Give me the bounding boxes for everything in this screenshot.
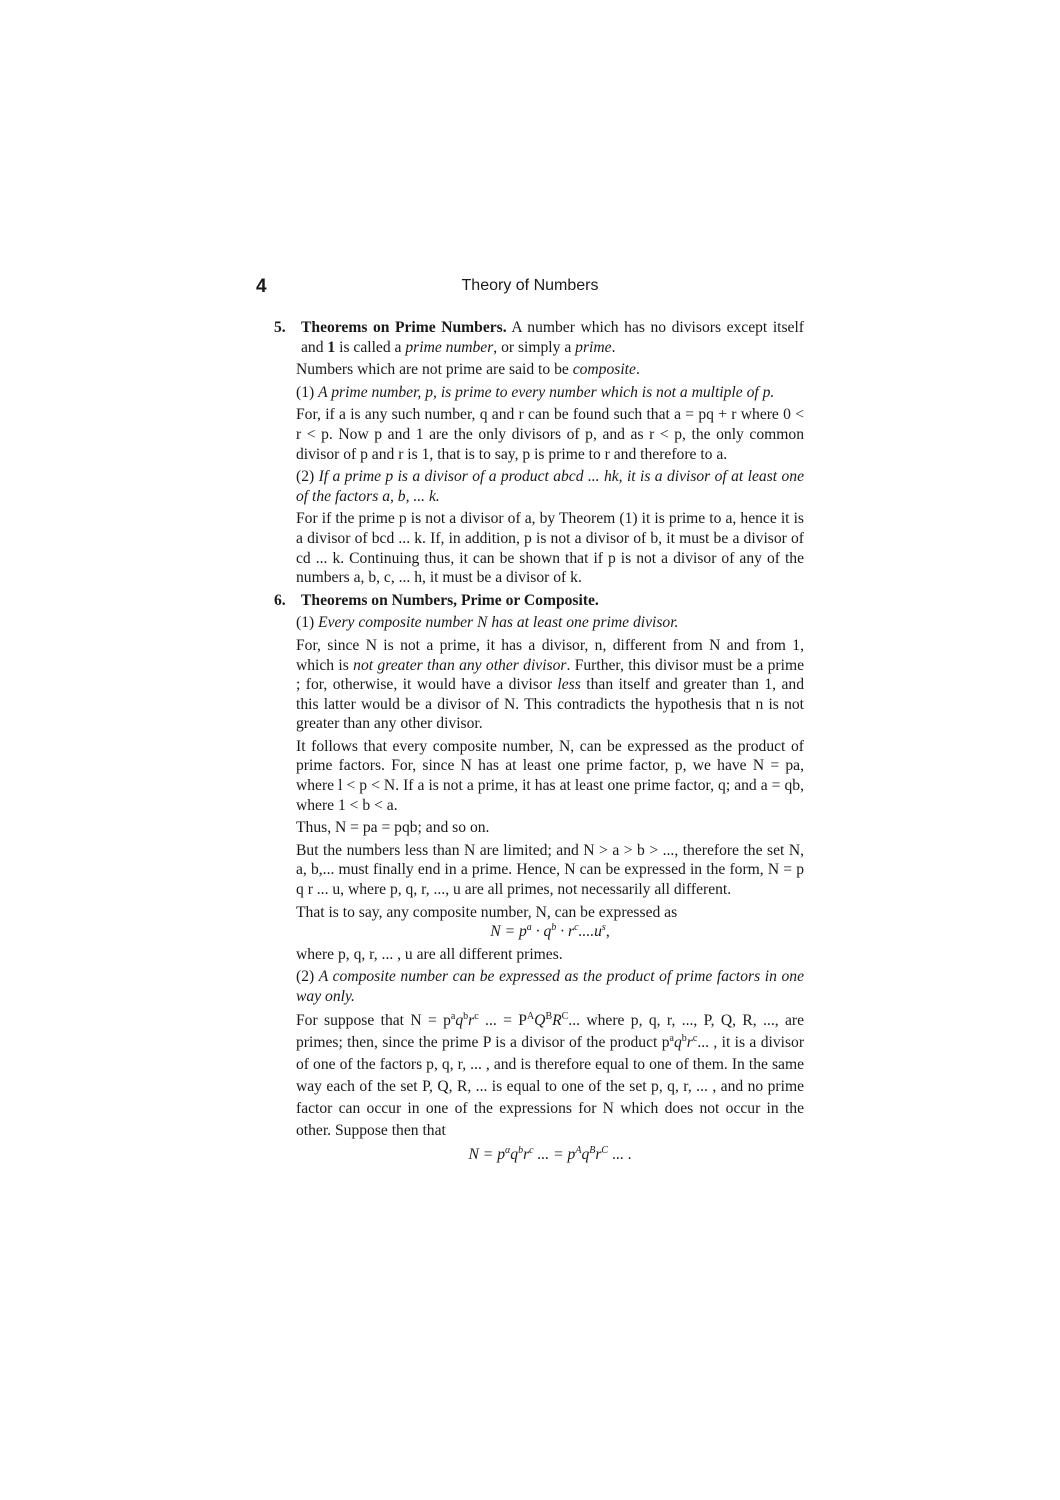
theorem-6-2-proof (296, 1010, 804, 1142)
eq-part: r (523, 1145, 530, 1163)
eq-part: ... . (608, 1145, 632, 1163)
proof-part: Q (534, 1011, 546, 1029)
eq-part: · r (556, 923, 575, 941)
eq-exponent: b (551, 922, 557, 934)
theorem-label: (1) (296, 383, 319, 401)
term-prime: prime (575, 338, 612, 356)
theorem-text: A composite number can be expressed as the product of prime factors in one way only. (296, 968, 804, 1005)
proof-part: ... , it is a divisor of one of the factors p, q, r, ... , and is therefore equal to one of them. In the same way each of the set P, Q, R, ... is equal to one of the set p, q, r, ... , and no prime factor can occur in one of the expressions for N which does not occur in the other. Suppose then that (296, 1033, 805, 1139)
theorem-6-1-statement (296, 613, 804, 633)
limited-numbers-paragraph: But the numbers less than N are limited; and N > a > b > ..., therefore the set N, a, b,... must finally end in a prime. Hence, N can be expressed in the form, N = p q r ... u, where p, q, r, ..., u are all primes, not necessarily all different. (296, 841, 804, 899)
intro-text-b: is called a (335, 338, 406, 356)
exp: A (526, 1010, 535, 1022)
composite-definition (296, 360, 804, 380)
eq-exponent: α (505, 1144, 511, 1156)
eq-part: · q (531, 923, 552, 941)
theorem-5-1-proof: For, if a is any such number, q and r can be found such that a = pq + r where 0 < r < p. Now p and 1 are the only divisors of p, and as r < p, the only common divisor of p and r is 1, that is to say, p is prime to r and therefore to a. (296, 406, 804, 463)
eq-part: ....u (578, 923, 602, 941)
section-5 (274, 318, 804, 360)
equation-composite-form (296, 922, 804, 942)
intro-text-c: , or simply a (493, 338, 576, 356)
proof-part: ... = P (478, 1011, 527, 1029)
eq-part: N = p (490, 923, 527, 941)
emphasis-less: less (557, 676, 581, 694)
theorem-5-2-statement (296, 467, 804, 506)
emphasis-not-greater: not greater than any other divisor (353, 656, 567, 674)
eq-exponent: c (529, 1144, 534, 1156)
exp: C (561, 1010, 569, 1022)
proof-text-c: than itself and greater than 1, and this latter would be a divisor of N. This contradicts the hypothesis that n is not greater than any other divisor. (296, 676, 804, 733)
exp: b (681, 1032, 687, 1044)
section-6 (274, 591, 804, 614)
eq-exponent: s (601, 922, 606, 934)
section-6-title: Theorems on Numbers, Prime or Composite. (301, 591, 599, 609)
eq-part: N = p (468, 1145, 506, 1163)
composite-text-b: . (635, 361, 640, 379)
eq-part: ... = p (533, 1145, 576, 1163)
theorem-label: (2) (296, 968, 319, 986)
running-head: Theory of Numbers (461, 277, 599, 294)
proof-part: q (673, 1033, 682, 1051)
section-6-number: 6. (274, 591, 286, 609)
theorem-text: A prime number, p, is prime to every number which is not a multiple of p. (318, 383, 775, 401)
proof-text-b: . Further, this divisor must be a prime ; for, otherwise, it would have a divisor (296, 656, 804, 694)
intro-text-d: . (611, 338, 616, 356)
eq-part: r (595, 1145, 602, 1163)
eq-exponent: c (574, 922, 579, 934)
proof-part: For suppose that N = p (296, 1011, 451, 1029)
theorem-6-2-statement (296, 967, 804, 1006)
composite-text-a: Numbers which are not prime are said to be (296, 361, 573, 379)
section-5-title: Theorems on Prime Numbers. (301, 319, 507, 336)
proof-part: R (552, 1011, 562, 1029)
eq-part: q (510, 1145, 519, 1163)
that-is-to-say-line: That is to say, any composite number, N, can be expressed as (296, 903, 678, 921)
exp: a (669, 1032, 674, 1044)
page-number: 4 (256, 276, 267, 297)
theorem-label: (1) (296, 614, 319, 632)
thus-line: Thus, N = pa = pqb; and so on. (296, 819, 490, 837)
theorem-6-1-proof (296, 636, 804, 734)
exp: B (545, 1010, 553, 1022)
proof-part: r (468, 1011, 475, 1029)
section-5-number: 5. (274, 319, 286, 336)
eq-exponent: B (589, 1144, 596, 1156)
term-composite: composite (572, 361, 636, 379)
theorem-text: If a prime p is a divisor of a product abcd ... hk, it is a divisor of at least one of the factors a, b, ... k. (296, 468, 804, 505)
proof-text-a: For, since N is not a prime, it has a divisor, n, different from N and from 1, which is (296, 636, 804, 674)
theorem-5-2-proof: For if the prime p is not a divisor of a, by Theorem (1) it is prime to a, hence it is a divisor of bcd ... k. If, in addition, p is not a divisor of b, it must be a divisor of cd ... k. Continuing thus, it can be shown that if p is not a divisor of any of the numbers a, b, c, ... h, it must be a divisor of k. (296, 510, 804, 587)
term-prime-number: prime number (405, 338, 494, 356)
exp: c (474, 1010, 479, 1022)
theorem-text: Every composite number N has at least one prime divisor. (318, 614, 679, 632)
eq-exponent: b (518, 1144, 524, 1156)
eq-part: q (581, 1145, 590, 1163)
proof-part: r (686, 1033, 693, 1051)
number-one: 1 (327, 338, 336, 356)
theorem-5-1-statement (296, 383, 804, 403)
equation-unique-factorization (296, 1145, 804, 1165)
intro-text-a: A number which has no divisors except itself and (301, 319, 804, 356)
section-5-intro (301, 318, 804, 357)
theorem-label: (2) (296, 468, 319, 486)
proof-part: q (455, 1011, 464, 1029)
different-primes-line: where p, q, r, ... , u are all different primes. (296, 945, 563, 963)
eq-exponent: C (601, 1144, 609, 1156)
section-6-heading-line (301, 591, 804, 611)
page-content (274, 318, 804, 1167)
eq-exponent: a (526, 922, 532, 934)
exp: b (463, 1010, 469, 1022)
exp: c (692, 1032, 698, 1044)
exp: a (450, 1010, 456, 1022)
eq-exponent: A (575, 1144, 582, 1156)
eq-part: , (605, 923, 610, 941)
proof-part: ... where p, q, r, ..., P, Q, R, ..., are primes; then, since the prime P is a divisor of the product p (296, 1011, 805, 1051)
prime-factor-paragraph: It follows that every composite number, N, can be expressed as the product of prime factors. For, since N has at least one prime factor, p, we have N = pa, where l < p < N. If a is not a prime, it has at least one prime factor, q; and a = qb, where 1 < b < a. (296, 737, 804, 814)
